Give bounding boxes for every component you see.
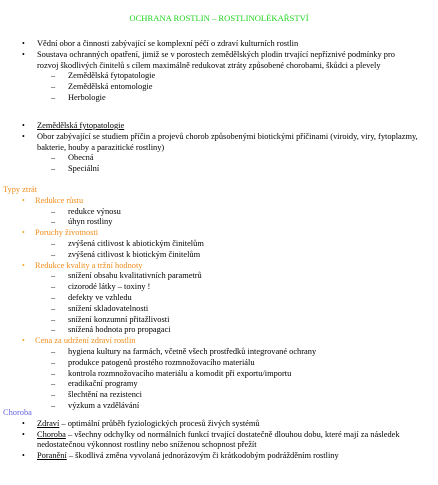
typy-ztrat-section bbox=[0, 185, 438, 412]
choroba-section bbox=[0, 408, 438, 462]
bullet-icon: • bbox=[22, 451, 25, 461]
sub-list-item: – zvýšená citlivost k abiotickým činitelům bbox=[51, 238, 204, 248]
list-item: • Vědní obor a činnosti zabývající se komplexní péčí o zdraví kulturních rostlin bbox=[22, 39, 299, 48]
group-label: • Redukce kvality a tržní hodnoty bbox=[22, 260, 143, 270]
sub-list-item: – defekty ve vzhledu bbox=[51, 292, 132, 302]
dash-icon: – bbox=[51, 282, 56, 292]
fytopatologie-section bbox=[0, 121, 438, 175]
sub-list-item: – kontrola rozmnožovacího materiálu a komodit při exportu/importu bbox=[51, 368, 292, 378]
section-heading: Typy ztrát bbox=[3, 185, 38, 194]
sub-list-item: – snížení konzumní přitažlivosti bbox=[51, 314, 170, 324]
dash-icon: – bbox=[51, 153, 56, 163]
group-label: • Redukce růstu bbox=[22, 195, 84, 205]
dash-icon: – bbox=[51, 303, 56, 313]
sub-list-item: – produkce patogenů prostého rozmnožovacího materiálu bbox=[51, 357, 255, 367]
sub-list-item: – snížení obsahu kvalitativních parametrů bbox=[51, 271, 202, 281]
sub-list-item: – Herbologie bbox=[51, 92, 106, 102]
page-title: OCHRANA ROSTLIN – ROSTLINOLÉKAŘSTVÍ bbox=[129, 13, 309, 23]
sub-list-item: – Obecná bbox=[51, 153, 94, 163]
sub-list-item: – snížení skladovatelnosti bbox=[51, 303, 149, 313]
dash-icon: – bbox=[51, 71, 56, 81]
dash-icon: – bbox=[51, 357, 56, 367]
dash-icon: – bbox=[51, 390, 56, 400]
bullet-icon: • bbox=[22, 121, 25, 130]
dash-icon: – bbox=[51, 206, 56, 216]
bullet-icon: • bbox=[22, 195, 25, 205]
dash-icon: – bbox=[51, 82, 56, 92]
sub-list-item: – snížená hodnota pro propagaci bbox=[51, 325, 171, 335]
sub-list-item: – cizorodé látky – toxiny ! bbox=[51, 282, 151, 292]
dash-icon: – bbox=[51, 92, 56, 102]
group-label: • Cena za udržení zdraví rostlin bbox=[22, 336, 136, 346]
bullet-icon: • bbox=[22, 228, 25, 238]
dash-icon: – bbox=[51, 292, 56, 302]
sub-list-item: – eradikační programy bbox=[51, 379, 138, 389]
list-item: • Choroba – všechny odchylky od normálních funkcí trvající dostatečně dlouhou dobu, které mají za následek nedostatečnou výkonnost rostliny nebo sníženou schopnost přežít bbox=[22, 429, 400, 450]
dash-icon: – bbox=[51, 238, 56, 248]
sub-list-item: – Zemědělská entomologie bbox=[51, 82, 153, 92]
dash-icon: – bbox=[51, 400, 56, 410]
bullet-icon: • bbox=[22, 131, 25, 141]
dash-icon: – bbox=[51, 314, 56, 324]
bullet-icon: • bbox=[22, 260, 25, 270]
sub-list-item: – šlechtění na rezistenci bbox=[51, 390, 142, 400]
list-item: • Obor zabývající se studiem příčin a projevů chorob způsobenými biotickými příčinami (viroidy, viry, fytoplazmy, bakterie, houby a parazitické rostliny) bbox=[22, 131, 418, 152]
dash-icon: – bbox=[51, 346, 56, 356]
sub-list-item: – Zemědělská fytopatologie bbox=[51, 71, 156, 81]
dash-icon: – bbox=[51, 368, 56, 378]
sub-list-item: – hygiena kultury na farmách, včetně všech prostředků integrované ochrany bbox=[51, 346, 317, 356]
sub-list-item: – zvýšená citlivost k biotickým činitelům bbox=[51, 249, 201, 259]
list-item: • Soustava ochranných opatření, jimiž se v porostech zemědělských plodin trvající nepříznivé podmínky pro rozvoj škodlivých činitelů s cílem maximálně redukovat ztráty způsobené chorobami, škůdci a plevely bbox=[22, 49, 395, 70]
bullet-icon: • bbox=[22, 39, 25, 48]
sub-list-item: – Speciální bbox=[51, 164, 100, 174]
dash-icon: – bbox=[51, 164, 56, 174]
list-item: • Zemědělská fytopatologie bbox=[22, 121, 125, 130]
bullet-icon: • bbox=[22, 418, 25, 428]
bullet-icon: • bbox=[22, 336, 25, 346]
dash-icon: – bbox=[51, 379, 56, 389]
dash-icon: – bbox=[51, 271, 56, 281]
bullet-icon: • bbox=[22, 49, 25, 59]
dash-icon: – bbox=[51, 217, 56, 227]
bullet-icon: • bbox=[22, 429, 25, 439]
section-heading: Choroba bbox=[3, 408, 32, 417]
sub-list-item: – výzkum a vzdělávání bbox=[51, 400, 140, 410]
sub-list-item: – redukce výnosu bbox=[51, 206, 121, 216]
group-label: • Poruchy životnosti bbox=[22, 228, 99, 238]
intro-section bbox=[0, 39, 438, 104]
list-item: • Zdraví – optimální průběh fyziologických procesů živých systémů bbox=[22, 418, 260, 428]
list-item: • Poranění – škodlivá změna vyvolaná jednorázovým či krátkodobým podrážděním rostliny bbox=[22, 451, 339, 461]
dash-icon: – bbox=[51, 249, 56, 259]
dash-icon: – bbox=[51, 325, 56, 335]
sub-list-item: – úhyn rostliny bbox=[51, 217, 113, 227]
